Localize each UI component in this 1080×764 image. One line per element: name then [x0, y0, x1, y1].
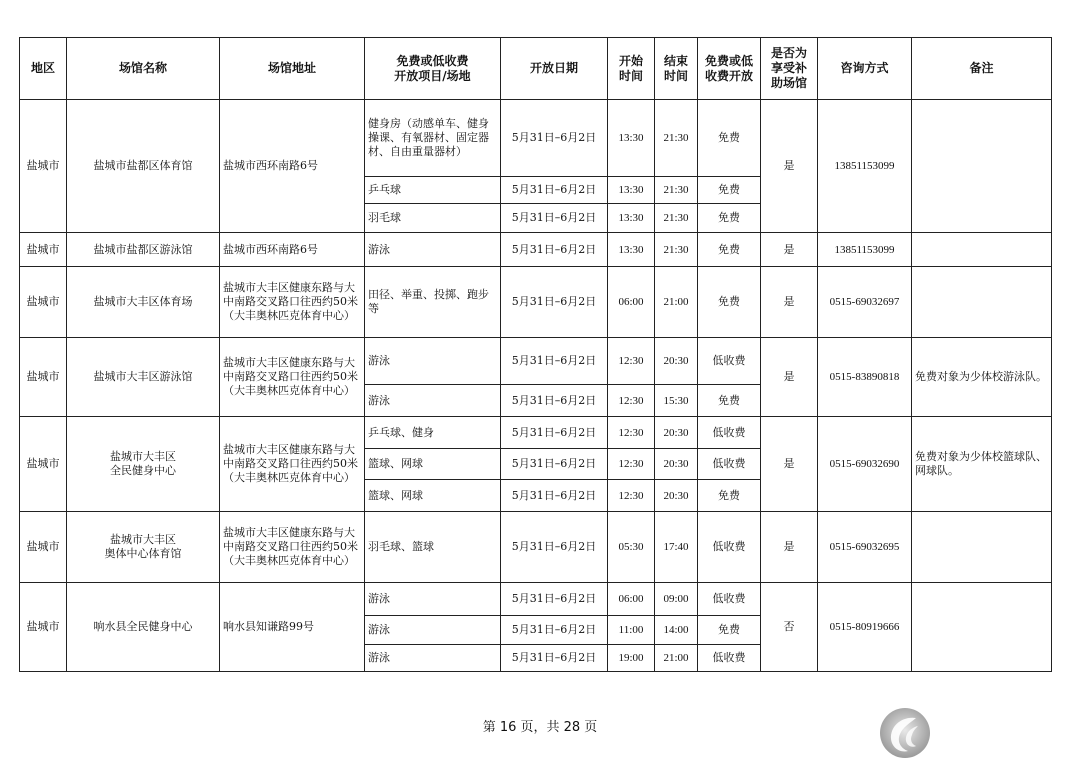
cell-item: 游泳: [365, 583, 501, 616]
cell-fee-type: 免费: [698, 177, 761, 204]
cell-date: 5月31日–6月2日: [501, 645, 608, 672]
cell-date: 5月31日–6月2日: [501, 177, 608, 204]
cell-item: 篮球、网球: [365, 449, 501, 480]
table-row: [20, 100, 1052, 177]
cell-region: 盐城市: [20, 100, 67, 233]
cell-fee-type: 低收费: [698, 645, 761, 672]
cell-start-time: 12:30: [608, 449, 655, 480]
cell-fee-type: 免费: [698, 233, 761, 267]
cell-end-time: 21:30: [655, 204, 698, 233]
cell-end-time: 21:30: [655, 233, 698, 267]
cell-end-time: 21:30: [655, 100, 698, 177]
cell-fee-type: 免费: [698, 480, 761, 512]
cell-date: 5月31日–6月2日: [501, 480, 608, 512]
cell-region: 盐城市: [20, 267, 67, 338]
cell-item: 篮球、网球: [365, 480, 501, 512]
cell-contact: 13851153099: [818, 233, 912, 267]
cell-subsidy: 否: [761, 583, 818, 672]
cell-address: 盐城市大丰区健康东路与大中南路交叉路口往西约50米（大丰奥林匹克体育中心）: [220, 338, 365, 417]
cell-venue-name: 盐城市盐都区游泳馆: [67, 233, 220, 267]
cell-subsidy: 是: [761, 267, 818, 338]
cell-fee-type: 免费: [698, 100, 761, 177]
cell-fee-type: 低收费: [698, 417, 761, 449]
cell-notes: [912, 583, 1052, 672]
cell-notes: [912, 512, 1052, 583]
cell-fee-type: 免费: [698, 616, 761, 645]
cell-notes: [912, 100, 1052, 233]
cell-address: 盐城市大丰区健康东路与大中南路交叉路口往西约50米（大丰奥林匹克体育中心）: [220, 512, 365, 583]
cell-address: 响水县知谦路99号: [220, 583, 365, 672]
header-start-line1: 开始: [618, 53, 643, 68]
cell-venue-name: 盐城市盐都区体育馆: [67, 100, 220, 233]
cell-region: 盐城市: [20, 583, 67, 672]
header-fee-line2: 收费开放: [704, 68, 753, 83]
cell-end-time: 20:30: [655, 480, 698, 512]
table-row: [20, 338, 1052, 385]
cell-date: 5月31日–6月2日: [501, 583, 608, 616]
cell-item: 田径、举重、投掷、跑步等: [365, 267, 501, 338]
cell-date: 5月31日–6月2日: [501, 385, 608, 417]
cell-venue-name: 响水县全民健身中心: [67, 583, 220, 672]
cell-subsidy: 是: [761, 100, 818, 233]
cell-start-time: 19:00: [608, 645, 655, 672]
cell-item: 羽毛球: [365, 204, 501, 233]
cell-item: 游泳: [365, 616, 501, 645]
cell-end-time: 20:30: [655, 449, 698, 480]
cell-end-time: 21:00: [655, 645, 698, 672]
cell-start-time: 13:30: [608, 233, 655, 267]
cell-start-time: 13:30: [608, 100, 655, 177]
cell-venue-name: [67, 512, 220, 583]
cell-region: 盐城市: [20, 233, 67, 267]
venue-name-line2: 奥体中心体育馆: [104, 547, 182, 560]
cell-date: 5月31日–6月2日: [501, 204, 608, 233]
cell-start-time: 11:00: [608, 616, 655, 645]
venue-name-line1: 盐城市大丰区: [110, 450, 176, 463]
header-start-line2: 时间: [618, 68, 643, 83]
cell-item: 乒乓球、健身: [365, 417, 501, 449]
header-fee: [698, 38, 761, 100]
cell-subsidy: 是: [761, 338, 818, 417]
cell-start-time: 12:30: [608, 338, 655, 385]
cell-end-time: 21:00: [655, 267, 698, 338]
cell-region: 盐城市: [20, 338, 67, 417]
cell-subsidy: 是: [761, 233, 818, 267]
cell-item: 健身房（动感单车、健身操课、有氧器材、固定器材、自由重量器材）: [365, 100, 501, 177]
table-row: [20, 417, 1052, 449]
cell-start-time: 12:30: [608, 480, 655, 512]
table-header-row: [20, 38, 1052, 100]
swirl-logo-icon: [878, 706, 932, 760]
cell-item: 游泳: [365, 233, 501, 267]
header-venue: 场馆名称: [67, 38, 220, 100]
cell-notes: 免费对象为少体校篮球队、网球队。: [912, 417, 1052, 512]
cell-contact: 0515-69032697: [818, 267, 912, 338]
cell-date: 5月31日–6月2日: [501, 233, 608, 267]
cell-date: 5月31日–6月2日: [501, 100, 608, 177]
header-contact: 咨询方式: [818, 38, 912, 100]
cell-notes: [912, 267, 1052, 338]
header-notes: 备注: [912, 38, 1052, 100]
cell-end-time: 20:30: [655, 338, 698, 385]
cell-date: 5月31日–6月2日: [501, 449, 608, 480]
cell-contact: 0515-80919666: [818, 583, 912, 672]
table-row: [20, 583, 1052, 616]
cell-fee-type: 低收费: [698, 449, 761, 480]
table-row: [20, 512, 1052, 583]
cell-subsidy: 是: [761, 417, 818, 512]
cell-end-time: 15:30: [655, 385, 698, 417]
cell-contact: 0515-83890818: [818, 338, 912, 417]
venue-name-line2: 全民健身中心: [110, 464, 176, 477]
venue-name-line1: 盐城市大丰区: [110, 533, 176, 546]
cell-address: 盐城市西环南路6号: [220, 233, 365, 267]
header-address: 场馆地址: [220, 38, 365, 100]
page-number: 第 16 页，共 28 页: [482, 720, 598, 735]
cell-notes: [912, 233, 1052, 267]
cell-start-time: 05:30: [608, 512, 655, 583]
cell-date: 5月31日–6月2日: [501, 616, 608, 645]
cell-start-time: 06:00: [608, 583, 655, 616]
cell-venue-name: 盐城市大丰区体育场: [67, 267, 220, 338]
header-item-line2: 开放项目/场地: [394, 68, 471, 83]
header-subsidy-line3: 助场馆: [770, 76, 807, 90]
cell-fee-type: 免费: [698, 385, 761, 417]
header-subsidy-line2: 享受补: [770, 61, 807, 75]
header-fee-line1: 免费或低: [704, 53, 753, 68]
cell-address: 盐城市大丰区健康东路与大中南路交叉路口往西约50米（大丰奥林匹克体育中心）: [220, 417, 365, 512]
cell-contact: 0515-69032695: [818, 512, 912, 583]
cell-start-time: 12:30: [608, 385, 655, 417]
header-end-line1: 结束: [663, 53, 688, 68]
cell-date: 5月31日–6月2日: [501, 267, 608, 338]
cell-fee-type: 低收费: [698, 338, 761, 385]
cell-venue-name: 盐城市大丰区游泳馆: [67, 338, 220, 417]
cell-item: 羽毛球、篮球: [365, 512, 501, 583]
cell-notes: 免费对象为少体校游泳队。: [912, 338, 1052, 417]
cell-item: 游泳: [365, 645, 501, 672]
cell-contact: 0515-69032690: [818, 417, 912, 512]
cell-end-time: 17:40: [655, 512, 698, 583]
header-item: [365, 38, 501, 100]
cell-start-time: 06:00: [608, 267, 655, 338]
cell-region: 盐城市: [20, 417, 67, 512]
cell-end-time: 09:00: [655, 583, 698, 616]
cell-date: 5月31日–6月2日: [501, 512, 608, 583]
cell-date: 5月31日–6月2日: [501, 417, 608, 449]
header-region: 地区: [20, 38, 67, 100]
cell-start-time: 12:30: [608, 417, 655, 449]
cell-end-time: 14:00: [655, 616, 698, 645]
cell-address: 盐城市西环南路6号: [220, 100, 365, 233]
table-row: [20, 267, 1052, 338]
cell-start-time: 13:30: [608, 177, 655, 204]
cell-item: 乒乓球: [365, 177, 501, 204]
cell-address: 盐城市大丰区健康东路与大中南路交叉路口往西约50米（大丰奥林匹克体育中心）: [220, 267, 365, 338]
venue-table: [19, 37, 1052, 672]
header-end: [655, 38, 698, 100]
header-subsidy-line1: 是否为: [770, 46, 807, 60]
cell-fee-type: 低收费: [698, 583, 761, 616]
cell-fee-type: 低收费: [698, 512, 761, 583]
cell-fee-type: 免费: [698, 267, 761, 338]
cell-end-time: 21:30: [655, 177, 698, 204]
cell-start-time: 13:30: [608, 204, 655, 233]
header-item-line1: 免费或低收费: [396, 53, 469, 68]
cell-date: 5月31日–6月2日: [501, 338, 608, 385]
header-date: 开放日期: [501, 38, 608, 100]
cell-item: 游泳: [365, 338, 501, 385]
cell-item: 游泳: [365, 385, 501, 417]
cell-end-time: 20:30: [655, 417, 698, 449]
cell-venue-name: [67, 417, 220, 512]
cell-region: 盐城市: [20, 512, 67, 583]
cell-contact: 13851153099: [818, 100, 912, 233]
header-start: [608, 38, 655, 100]
cell-subsidy: 是: [761, 512, 818, 583]
table-row: [20, 233, 1052, 267]
cell-fee-type: 免费: [698, 204, 761, 233]
header-subsidy: [761, 38, 818, 100]
header-end-line2: 时间: [663, 68, 688, 83]
